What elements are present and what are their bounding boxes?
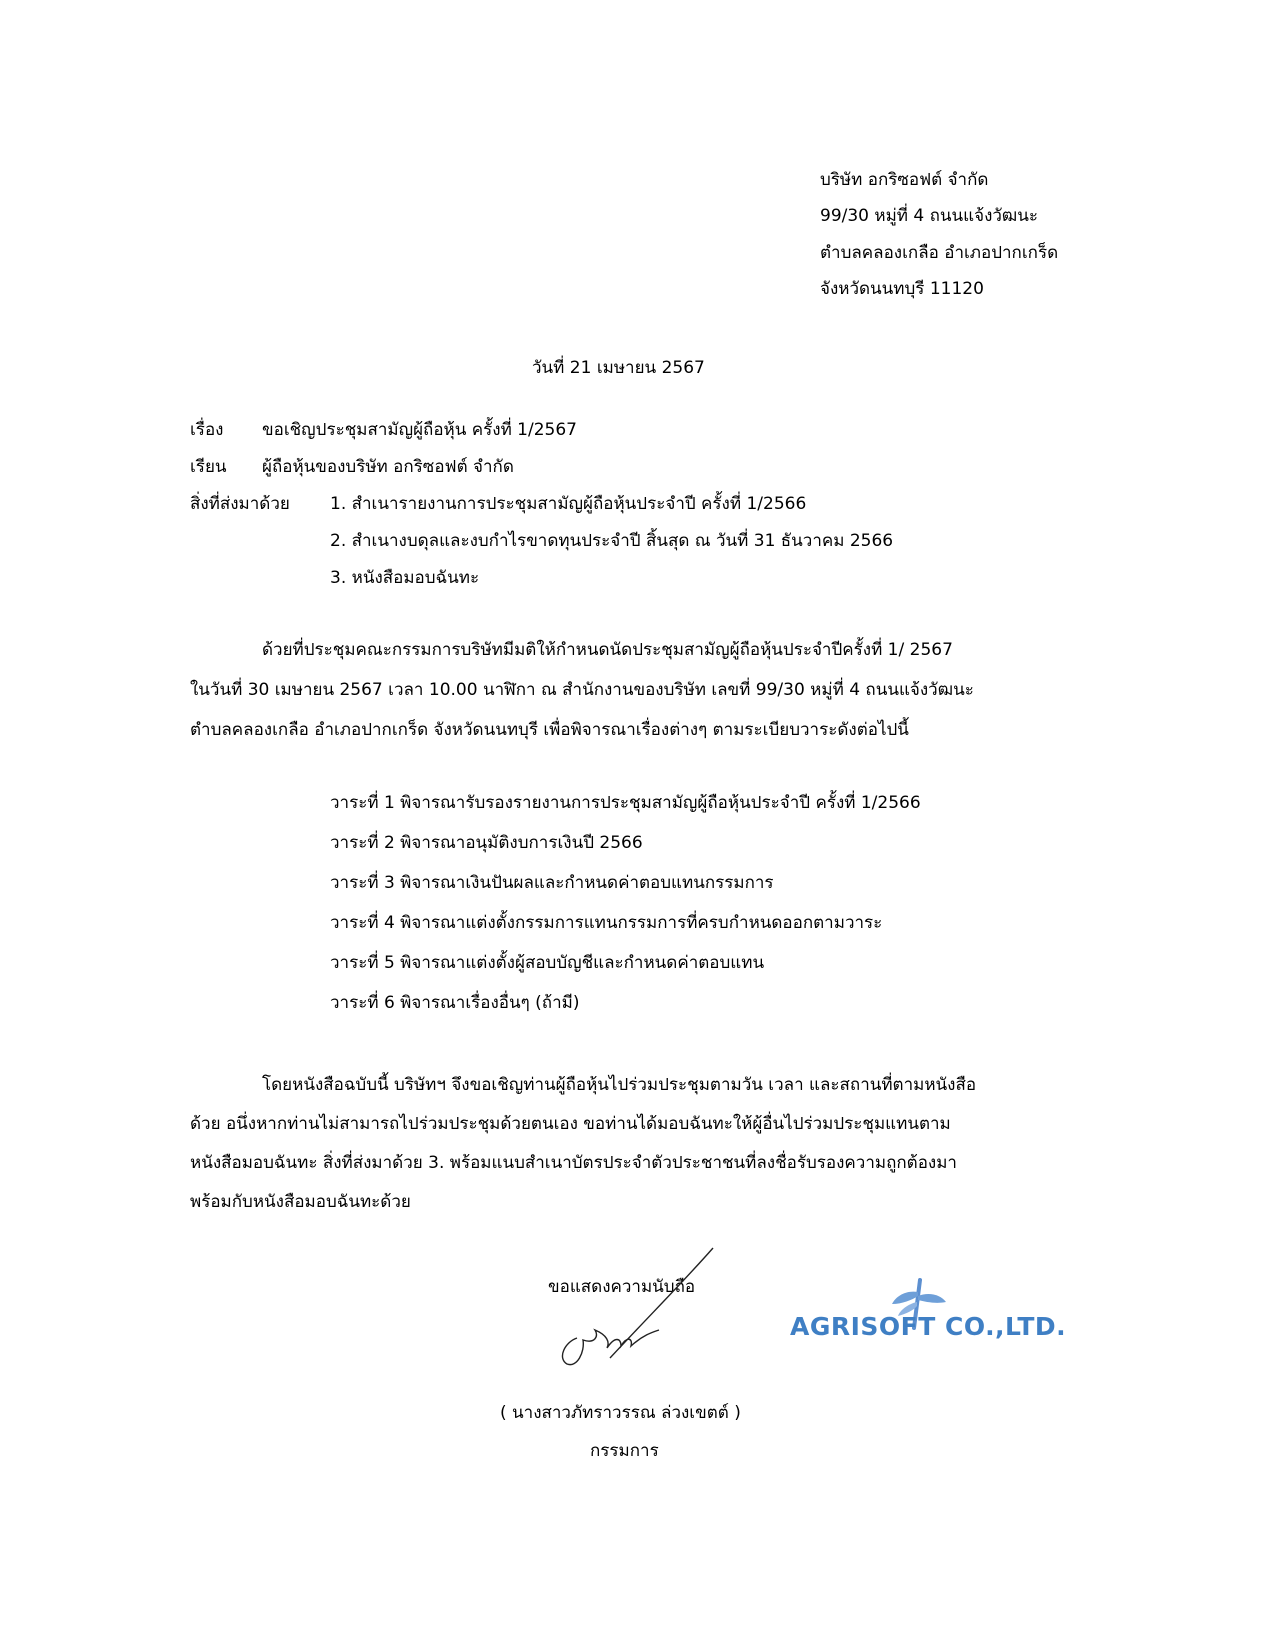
subject-text: ขอเชิญประชุมสามัญผู้ถือหุ้น ครั้งที่ 1/2567 <box>262 420 577 440</box>
agenda-item: วาระที่ 1 พิจารณารับรองรายงานการประชุมสามัญผู้ถือหุ้นประจำปี ครั้งที่ 1/2566 <box>330 793 921 813</box>
enclosures-label: สิ่งที่ส่งมาด้วย <box>190 494 290 514</box>
handwritten-signature <box>555 1240 735 1380</box>
enclosure-item: 3. หนังสือมอบฉันทะ <box>330 568 480 588</box>
address-line-street: 99/30 หมู่ที่ 4 ถนนแจ้งวัฒนะ <box>820 206 1039 226</box>
recipient-label: เรียน <box>190 457 227 477</box>
paragraph2-line: ด้วย อนึ่งหากท่านไม่สามารถไปร่วมประชุมด้วยตนเอง ขอท่านได้มอบฉันทะให้ผู้อื่นไปร่วมประชุมแทนตาม <box>190 1114 951 1134</box>
agenda-item: วาระที่ 6 พิจารณาเรื่องอื่นๆ (ถ้ามี) <box>330 993 580 1013</box>
agenda-item: วาระที่ 3 พิจารณาเงินปันผลและกำหนดค่าตอบแทนกรรมการ <box>330 873 774 893</box>
address-line-province: จังหวัดนนทบุรี 11120 <box>820 279 984 299</box>
subject-label: เรื่อง <box>190 420 224 440</box>
closing-text: ขอแสดงความนับถือ <box>548 1277 696 1297</box>
recipient-text: ผู้ถือหุ้นของบริษัท อกริซอฟต์ จำกัด <box>262 457 514 477</box>
agenda-item: วาระที่ 5 พิจารณาแต่งตั้งผู้สอบบัญชีและกำหนดค่าตอบแทน <box>330 953 765 973</box>
letter-date: วันที่ 21 เมษายน 2567 <box>532 358 705 378</box>
paragraph2-line: หนังสือมอบฉันทะ สิ่งที่ส่งมาด้วย 3. พร้อมแนบสำเนาบัตรประจำตัวประชาชนที่ลงชื่อรับรองความถูกต้องมา <box>190 1153 957 1173</box>
enclosure-item: 2. สำเนางบดุลและงบกำไรขาดทุนประจำปี สิ้นสุด ณ วันที่ 31 ธันวาคม 2566 <box>330 531 894 551</box>
paragraph1-line: ด้วยที่ประชุมคณะกรรมการบริษัทมีมติให้กำหนดนัดประชุมสามัญผู้ถือหุ้นประจำปีครั้งที่ 1/ 2567 <box>262 640 953 660</box>
signer-title: กรรมการ <box>590 1441 659 1461</box>
agenda-item: วาระที่ 2 พิจารณาอนุมัติงบการเงินปี 2566 <box>330 833 643 853</box>
paragraph2-line: พร้อมกับหนังสือมอบฉันทะด้วย <box>190 1192 411 1212</box>
paragraph1-line: ตำบลคลองเกลือ อำเภอปากเกร็ด จังหวัดนนทบุรี เพื่อพิจารณาเรื่องต่างๆ ตามระเบียบวาระดังต่อไปนี้ <box>190 720 909 740</box>
address-line-district: ตำบลคลองเกลือ อำเภอปากเกร็ด <box>820 243 1059 263</box>
agenda-item: วาระที่ 4 พิจารณาแต่งตั้งกรรมการแทนกรรมการที่ครบกำหนดออกตามวาระ <box>330 913 883 933</box>
paragraph1-line: ในวันที่ 30 เมษายน 2567 เวลา 10.00 นาฬิกา ณ สำนักงานของบริษัท เลขที่ 99/30 หมู่ที่ 4 ถนนแจ้งวัฒนะ <box>190 680 974 700</box>
company-name: บริษัท อกริซอฟต์ จำกัด <box>820 170 989 190</box>
enclosure-item: 1. สำเนารายงานการประชุมสามัญผู้ถือหุ้นประจำปี ครั้งที่ 1/2566 <box>330 494 807 514</box>
signer-name: ( นางสาวภัทราวรรณ ล่วงเขตต์ ) <box>500 1403 741 1423</box>
logo-wordmark: AGRISOFT CO.,LTD. <box>790 1312 1067 1341</box>
paragraph2-line: โดยหนังสือฉบับนี้ บริษัทฯ จึงขอเชิญท่านผู้ถือหุ้นไปร่วมประชุมตามวัน เวลา และสถานที่ตามหนังสือ <box>262 1075 977 1095</box>
